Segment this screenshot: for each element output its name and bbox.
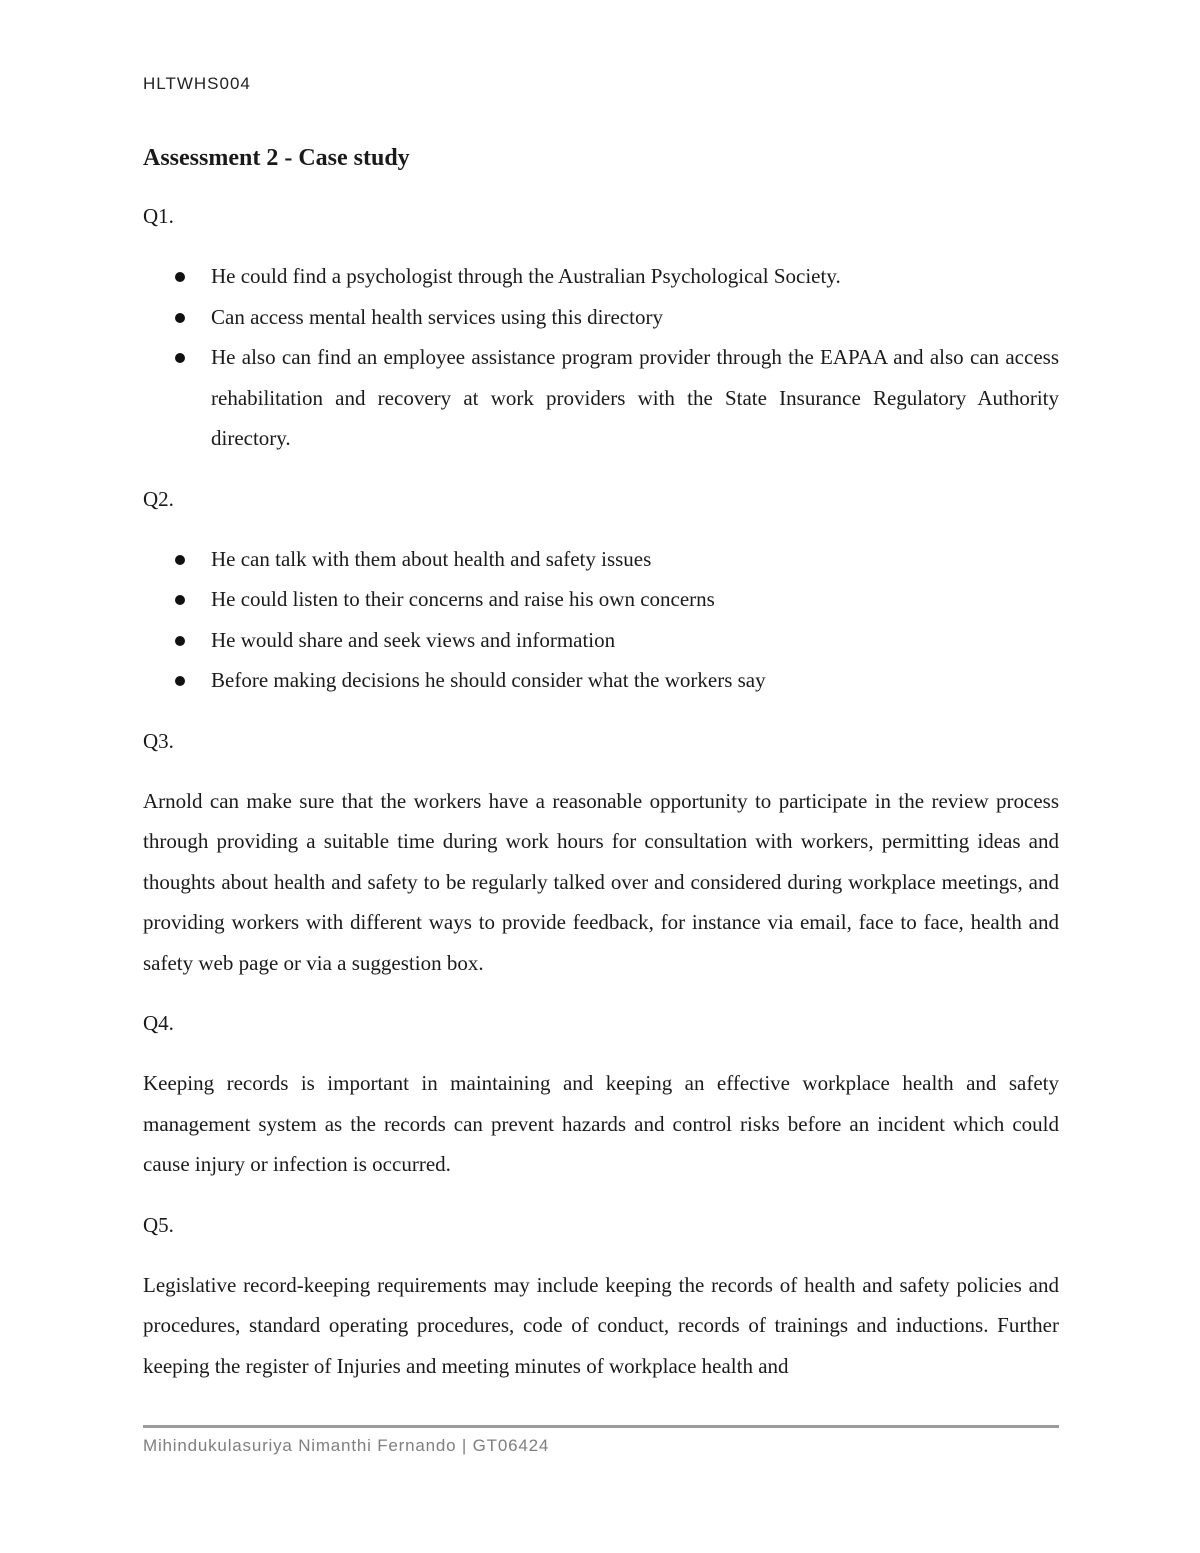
q4-answer: Keeping records is important in maintaining and keeping an effective workplace health and safety management system as the records can prevent hazards and control risks before an incident which could cause injury or infection is occurred. xyxy=(143,1071,1059,1176)
list-item: He would share and seek views and information xyxy=(143,620,1059,661)
bullet-icon xyxy=(175,313,185,323)
q2-bullet-list xyxy=(143,539,1059,701)
list-item: Can access mental health services using this directory xyxy=(143,297,1059,338)
list-item: He can talk with them about health and safety issues xyxy=(143,539,1059,580)
bullet-icon xyxy=(175,595,185,605)
q3-answer: Arnold can make sure that the workers have a reasonable opportunity to participate in the review process through providing a suitable time during work hours for consultation with workers, permitting ideas and thoughts about health and safety to be regularly talked over and considered during workplace meetings, and providing workers with different ways to provide feedback, for instance via email, face to face, health and safety web page or via a suggestion box. xyxy=(143,788,1059,975)
bullet-icon xyxy=(175,676,185,686)
bullet-icon xyxy=(175,272,185,282)
q5-answer: Legislative record-keeping requirements may include keeping the records of health and safety policies and procedures, standard operating procedures, code of conduct, records of trainings and inductions. Further keeping the register of Injuries and meeting minutes of workplace health and xyxy=(143,1272,1059,1378)
list-item: Before making decisions he should consider what the workers say xyxy=(143,660,1059,701)
q1-label: Q1. xyxy=(143,204,174,228)
page-header: HLTWHS004 xyxy=(143,74,251,93)
list-item: He could listen to their concerns and raise his own concerns xyxy=(143,579,1059,620)
list-item: He could find a psychologist through the Australian Psychological Society. xyxy=(143,256,1059,297)
document-body xyxy=(143,140,1059,1406)
bullet-icon xyxy=(175,353,185,363)
bullet-icon xyxy=(175,636,185,646)
q5-label: Q5. xyxy=(143,1212,174,1237)
list-item: He also can find an employee assistance program provider through the EAPAA and also can access rehabilitation and recovery at work providers with the State Insurance Regulatory Authority directory. xyxy=(143,337,1059,459)
footer-divider xyxy=(143,1425,1059,1428)
q4-label: Q4. xyxy=(143,1011,174,1035)
bullet-icon xyxy=(175,555,185,565)
q1-bullet-list xyxy=(143,256,1059,459)
q2-label: Q2. xyxy=(143,486,174,511)
document-title: Assessment 2 - Case study xyxy=(143,145,410,171)
q3-label: Q3. xyxy=(143,728,174,753)
page-footer: Mihindukulasuriya Nimanthi Fernando | GT06424 xyxy=(143,1436,550,1455)
